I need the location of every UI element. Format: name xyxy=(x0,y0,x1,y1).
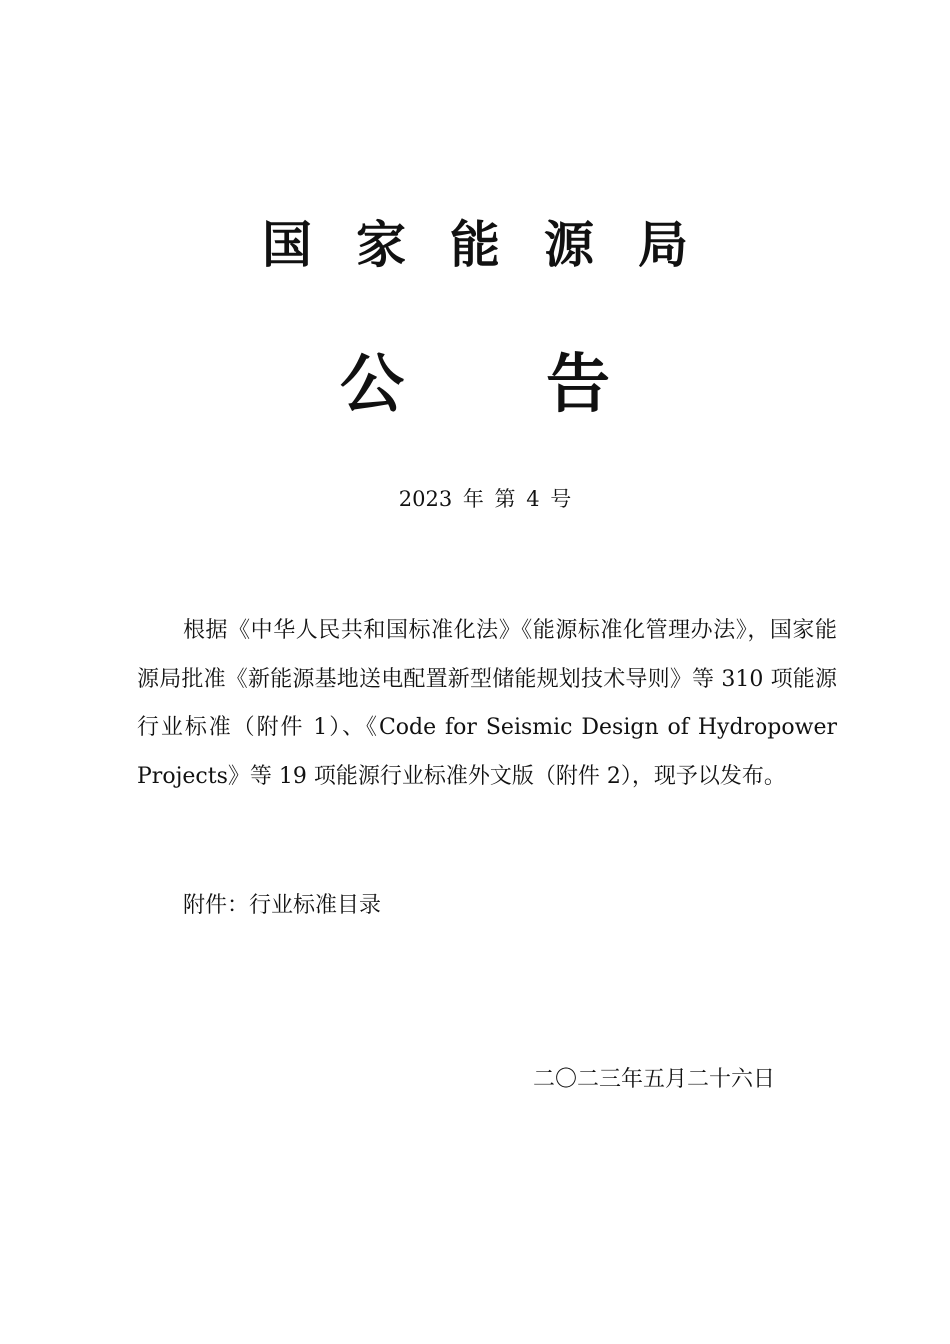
announcement-paragraph: 根据《中华人民共和国标准化法》《能源标准化管理办法》，国家能源局批准《新能源基地送电配置新型储能规划技术导则》等 310 项能源行业标准（附件 1）、《Code for Seismic Design of Hydropower Projects》等 19 项能源行业标准外文版（附件 2），现予以发布。 xyxy=(137,618,837,789)
document-type-title: 公告 xyxy=(340,347,752,422)
issue-date: 二〇二三年五月二十六日 xyxy=(533,1067,776,1092)
agency-title: 国家能源局 xyxy=(262,215,732,274)
document-number: 2023 年 第 4 号 xyxy=(398,487,572,511)
attachment-line: 附件：行业标准目录 xyxy=(183,893,382,918)
